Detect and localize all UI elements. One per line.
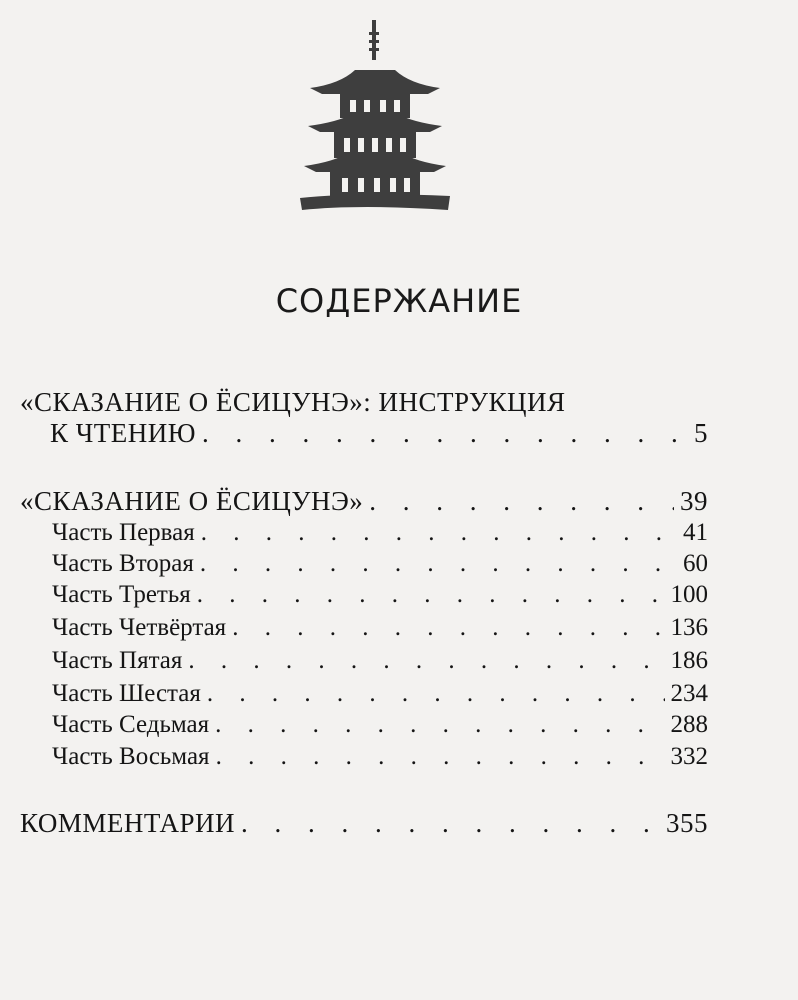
toc-page-number: 5 bbox=[694, 418, 708, 448]
toc-page-number: 41 bbox=[683, 519, 708, 546]
toc-entry-part[interactable] bbox=[52, 647, 708, 675]
toc-entry-label: Часть Пятая bbox=[52, 647, 183, 674]
dot-leader bbox=[241, 808, 660, 839]
dot-leader bbox=[201, 519, 677, 547]
dot-leader bbox=[232, 614, 664, 642]
toc-instructions-line1: «СКАЗАНИЕ О ЁСИЦУНЭ»: ИНСТРУКЦИЯ bbox=[20, 387, 566, 417]
toc-entry-label: Часть Четвёртая bbox=[52, 614, 227, 641]
toc-entry-part[interactable] bbox=[52, 614, 708, 642]
toc-entry-part[interactable] bbox=[52, 711, 708, 739]
dot-leader bbox=[216, 743, 665, 771]
toc-heading: СОДЕРЖАНИЕ bbox=[275, 282, 523, 320]
pagoda-icon bbox=[300, 20, 450, 210]
toc-page-number: 60 bbox=[683, 550, 708, 577]
dot-leader bbox=[369, 486, 674, 517]
toc-page-number: 186 bbox=[670, 647, 708, 674]
toc-entry-part[interactable] bbox=[52, 680, 708, 708]
toc-entry-part[interactable] bbox=[52, 581, 708, 609]
toc-entry-main[interactable] bbox=[20, 486, 708, 517]
toc-entry-label: Часть Шестая bbox=[52, 680, 201, 707]
toc-entry-label: К ЧТЕНИЮ bbox=[50, 418, 197, 448]
dot-leader bbox=[202, 418, 688, 449]
toc-entry-instructions[interactable] bbox=[50, 418, 708, 449]
dot-leader bbox=[215, 711, 664, 739]
toc-page-number: 332 bbox=[670, 743, 708, 770]
toc-entry-part[interactable] bbox=[52, 743, 708, 771]
toc-page-number: 39 bbox=[680, 486, 708, 516]
dot-leader bbox=[207, 680, 665, 708]
toc-entry-comments[interactable] bbox=[20, 808, 708, 839]
toc-page-number: 355 bbox=[666, 808, 708, 838]
toc-entry-part[interactable] bbox=[52, 550, 708, 578]
toc-entry-part[interactable] bbox=[52, 519, 708, 547]
dot-leader bbox=[188, 647, 664, 675]
dot-leader bbox=[197, 581, 665, 609]
toc-page-number: 136 bbox=[670, 614, 708, 641]
toc-entry-label: Часть Седьмая bbox=[52, 711, 210, 738]
toc-entry-label: Часть Первая bbox=[52, 519, 195, 546]
toc-entry-label: КОММЕНТАРИИ bbox=[20, 808, 236, 838]
toc-page-number: 100 bbox=[670, 581, 708, 608]
toc-entry-label: Часть Вторая bbox=[52, 550, 194, 577]
toc-entry-label: «СКАЗАНИЕ О ЁСИЦУНЭ» bbox=[20, 486, 364, 516]
toc-page-number: 234 bbox=[670, 680, 708, 707]
toc-entry-label: Часть Третья bbox=[52, 581, 191, 608]
dot-leader bbox=[200, 550, 677, 578]
toc-entry-label: Часть Восьмая bbox=[52, 743, 210, 770]
toc-page-number: 288 bbox=[670, 711, 708, 738]
